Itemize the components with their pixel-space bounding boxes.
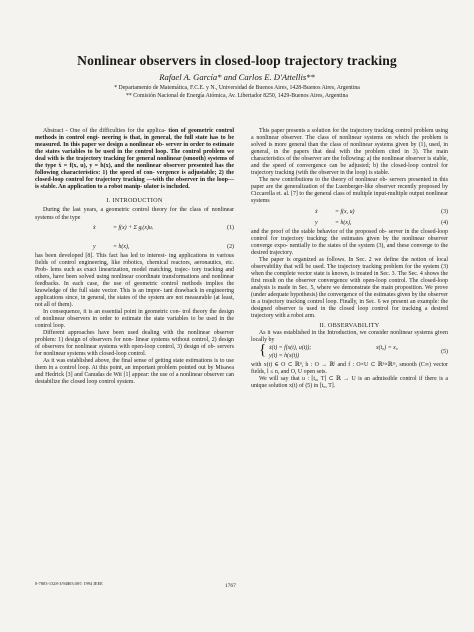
equation-5 (251, 344, 448, 362)
right-column (251, 128, 448, 390)
intro-paragraph-3: In consequence, it is an essential point in geometric con- trol theory the design of nonlinear observers in order to estimate the state variables to be used in the control loop. (35, 308, 234, 330)
right-paragraph-3: and the proof of the stable behavior of the proposed ob- server in the closed-loop control for trajectory tracking; the estimates given by the nonlinear observer converge expo- nentially to the states of the system (3), and these converge to the desired trajectory. (251, 228, 448, 256)
eq2-lhs: y (93, 243, 96, 250)
section-heading-observability: II. OBSERVABILITY (319, 322, 380, 330)
eq3-lhs: ẋ (315, 208, 318, 215)
eq5-brace: { (259, 342, 267, 359)
eq2-rhs: = h(x), (113, 243, 130, 250)
eq4-rhs: = h(x), (335, 219, 352, 226)
equation-1 (35, 222, 234, 241)
eq3-number: (3) (441, 208, 448, 215)
eq4-number: (4) (441, 219, 448, 226)
paper-authors: Rafael A. García* and Carlos E. D'Attellis** (159, 72, 315, 82)
intro-paragraph-4: Different approaches have been used dealing with the nonlinear observer problem: 1) design of observers for non- linear systems without control, 2) design of observers for nonlinear systems with open-loop control, 3) design of ob- servers for nonlinear systems with closed-loop control. (35, 330, 234, 358)
left-column (35, 128, 234, 386)
equation-2 (35, 241, 234, 253)
equation-4 (251, 217, 448, 229)
right-paragraph-4: The paper is organized as follows. In Sec. 2 we define the notion of local observability that will be used. The trajectory tracking problem for the system (3) when the complete vector state is known, is treated in Sec. 3. The Sec. 4 shows the first result on the observer convergence with open-loop control. The closed-loop analysis is made in Sec. 5, where we demonstrate the main proposition. We prove (under adequate hypothesis) the convergence of the estimates given by the observer in a trajectory tracking control loop. Finally, in Sec. 6 we present an example: the designed observer is used in the closed loop control for tracking a desired trajectory with a robot arm. (251, 256, 448, 320)
eq1-number: (1) (227, 224, 234, 231)
intro-paragraph-5: As it was established above, the final sense of getting state estimations is to use them in a control loop. At this point, an important problem pointed out by Misawa and Hedrick [3] and Canudas de Wit [1] appear: the use of a nonlinear observer can destabilize the closed loop control system. (35, 358, 234, 386)
eq4-lhs: y (315, 219, 318, 226)
copyright-footnote: 0-7803-1328-3/94$03.00© 1994 IEEE (35, 581, 103, 586)
eq1-lhs: ẋ (93, 224, 96, 231)
eq5-number: (5) (441, 349, 448, 356)
eq2-number: (2) (227, 243, 234, 250)
eq5-line1: ẋ(t) = f(x(t), u(t)); (269, 345, 312, 352)
eq3-rhs: = f(x, u) (335, 208, 355, 215)
right-paragraph-1: This paper presents a solution for the trajectory tracking control problem using a nonlinear observer. The class of nonlinear systems on which the problem is solved is more general than the class of nonlinear systems given by (1), used, in general, in the papers that deal with the problem cited in 3). The main characteristics of the observer are the following: a) the nonlinear observer is stable, and the speed of convergence can be adjusted; b) the closed-loop control for trajectory tracking (with the observer in the loop) is stable. (251, 128, 448, 177)
right-paragraph-5: As it was established in the Introduction, we consider nonlinear systems given locally by (251, 330, 448, 344)
eq1-rhs: = f(x) + Σ gᵢ(x)uᵢ (113, 224, 153, 231)
intro-paragraph-1: During the last years, a geometric control theory for the class of nonlinear systems of the type (35, 207, 234, 221)
intro-paragraph-2: has been developed [8]. This fact has led to interest- ing applications in various fields of control engineering, like robotics, chemical reactors, aeronautics, etc. Prob- lems such as exact linearization, model matching, trajec- tory tracking and others, have been solved using nonlinear coordinate transformations and nonlinear feedbacks. In each case, the use of geometric control methods implies the knowledge of the full state vector. This is an impor- tant drawback in engineering applications since, in general, the states of the system are not measurable (at least, not all of them). (35, 252, 234, 308)
page-number: 1767 (225, 583, 236, 589)
right-paragraph-2: The new contributions to the theory of nonlinear ob- servers presented in this paper are the generalization of the Luenberger-like observer recently proposed by Ciccarella et. al. [7] to the general class of multiple input-multiple output nonlinear systems (251, 177, 448, 205)
eq5-line2: y(t) = h(x(t)) (269, 353, 300, 360)
right-paragraph-7: We will say that u : [t₀, T] ⊂ ℝ → U is an admissible control if there is a unique solution x(t) of (5) in [t₀, T]. (251, 376, 448, 390)
affiliation-2: ** Comisión Nacional de Energía Atómica, Av. Libertador 8250, 1429-Buenos Aires, Argentina (126, 93, 348, 99)
abstract-lead: Abstract - One of the difficulties for the applica- (43, 128, 167, 134)
paper-title: Nonlinear observers in closed-loop trajectory tracking (77, 53, 397, 68)
equation-3 (251, 206, 448, 217)
abstract (35, 128, 234, 191)
abstract-body: tion of geometric control methods in control engi- neering is that, in general, the full state has to be measured. In this paper we design a nonlinear ob- server in order to estimate the states variables to be used in the control loop. The control problem we deal with is the trajectory tracking for general nonlinear (smooth) systems of the type ẋ = f(x, u), y = h(x), and the nonlinear observer presented has the following characteristics: 1) the speed of con- vergence is adjustable; 2) the closed-loop control for trajectory tracking —with the observer in the loop— is stable. An application to a robot manip- ulator is included. (35, 128, 234, 191)
right-paragraph-6: with x(t) ∈ O ⊂ ℝⁿ, h : O → ℝˡ and f : O×U ⊂ ℝⁿ×ℝᵐ, smooth (C∞) vector fields, l ≤ n, and O, U open sets. (251, 362, 448, 376)
section-heading-introduction: I. INTRODUCTION (106, 197, 163, 205)
eq5-initial-condition: x(t₀) = x₀ (376, 345, 398, 352)
affiliation-1: * Departamento de Matemática, F.C.E. y N., Universidad de Buenos Aires, 1428-Buenos Aires, Argentina (114, 85, 360, 91)
